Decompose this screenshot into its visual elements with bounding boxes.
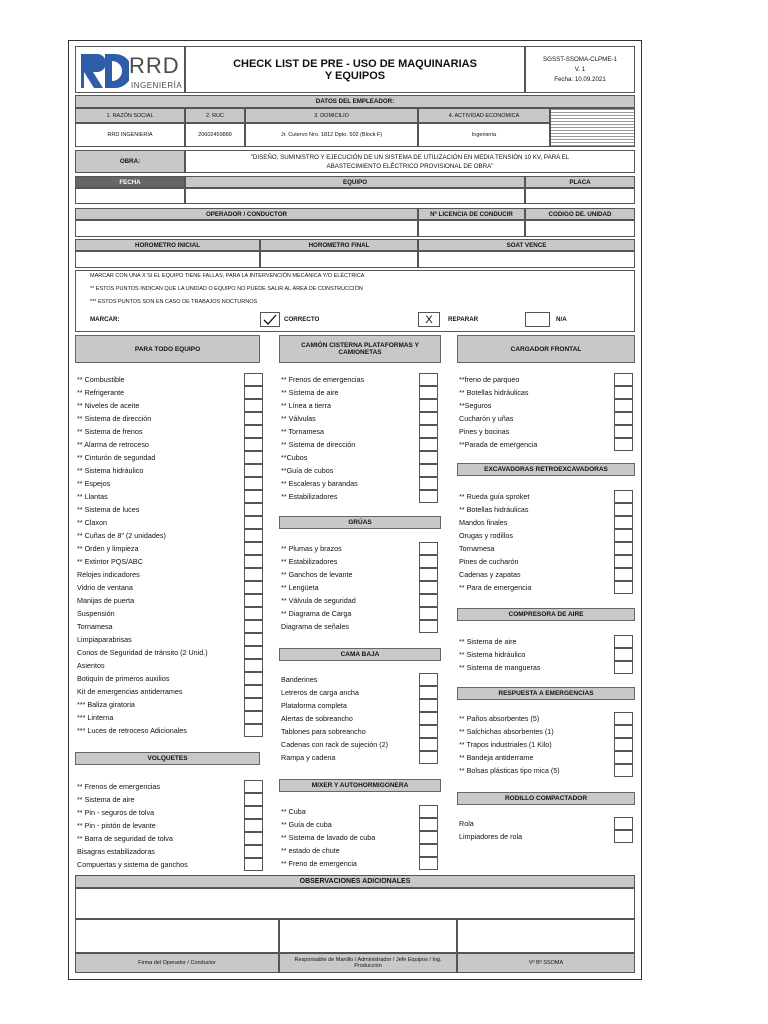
checklist-checkbox[interactable] bbox=[244, 819, 263, 832]
checklist-item-label: ** Para de emergencia bbox=[459, 583, 532, 592]
checklist-checkbox[interactable] bbox=[614, 568, 633, 581]
legend-reparar-box: X bbox=[418, 312, 440, 327]
checklist-item-label: ** Línea a tierra bbox=[281, 401, 331, 410]
employer-col-domicilio: 3. DOMICILIO bbox=[245, 108, 418, 123]
checklist-item-label: ** Alarma de retroceso bbox=[77, 440, 149, 449]
checklist-checkbox[interactable] bbox=[244, 806, 263, 819]
checklist-checkbox[interactable] bbox=[614, 529, 633, 542]
checklist-item-label: ** Frenos de emergencias bbox=[281, 375, 365, 384]
checklist-checkbox[interactable] bbox=[244, 425, 263, 438]
title-line-2: Y EQUIPOS bbox=[324, 69, 386, 82]
checklist-checkbox[interactable] bbox=[419, 805, 438, 818]
checklist-checkbox[interactable] bbox=[244, 373, 263, 386]
checklist-item-label: ** Cinturón de seguridad bbox=[77, 453, 156, 462]
checklist-item-label: ** Botellas hidráulicas bbox=[459, 505, 529, 514]
note-3: *** ESTOS PUNTOS SON EN CASO DE TRABAJOS NOCTURNOS bbox=[90, 299, 258, 305]
checklist-item-label: Compuertas y sistema de ganchos bbox=[77, 860, 188, 869]
note-1: MARCAR CON UNA X SI EL EQUIPO TIENE FALLAS, PARA LA INTERVENCIÓN MECÁNICA Y/O ELÉCTRICA bbox=[90, 273, 365, 279]
checklist-checkbox[interactable] bbox=[244, 594, 263, 607]
title-line-1: CHECK LIST DE PRE - USO DE MAQUINARIAS bbox=[233, 57, 477, 70]
codigo-unidad-label: CODIGO DE. UNIDAD bbox=[525, 208, 635, 220]
employer-col-ruc: 2. RUC bbox=[185, 108, 245, 123]
doc-code-box bbox=[525, 46, 635, 93]
checklist-checkbox[interactable] bbox=[244, 698, 263, 711]
checklist-checkbox[interactable] bbox=[244, 464, 263, 477]
checklist-checkbox[interactable] bbox=[244, 529, 263, 542]
checklist-item-label: ** Sistema de frenos bbox=[77, 427, 143, 436]
firma-operador-label: Firma del Operador / Conductor bbox=[75, 953, 279, 973]
checklist-item-label: Limpiadores de rola bbox=[459, 832, 523, 841]
checklist-checkbox[interactable] bbox=[244, 633, 263, 646]
checklist-item-label: ** Rueda guía sproket bbox=[459, 492, 530, 501]
checklist-checkbox[interactable] bbox=[244, 386, 263, 399]
checklist-item-label: Suspensión bbox=[77, 609, 115, 618]
employer-col-razon: 1. RAZÓN SOCIAL bbox=[75, 108, 185, 123]
checklist-checkbox[interactable] bbox=[419, 425, 438, 438]
obra-label: OBRA: bbox=[75, 150, 185, 173]
checklist-item-label: Banderines bbox=[281, 675, 318, 684]
checklist-item-label: **Cubos bbox=[281, 453, 308, 462]
checklist-item-label: Orugas y rodillos bbox=[459, 531, 513, 540]
checklist-item-label: Rampa y cadena bbox=[281, 753, 336, 762]
checklist-checkbox[interactable] bbox=[244, 646, 263, 659]
note-2: ** ESTOS PUNTOS INDICAN QUE LA UNIDAD O EQUIPO NO PUEDE SALIR AL ÁREA DE CONSTRUCCIÓN bbox=[90, 286, 363, 292]
employer-hatched-cell bbox=[550, 108, 635, 147]
checklist-checkbox[interactable] bbox=[614, 399, 633, 412]
checklist-checkbox[interactable] bbox=[244, 607, 263, 620]
checklist-item-label: ** Cuñas de 8" (2 unidades) bbox=[77, 531, 166, 540]
section-title-gruas: GRÚAS bbox=[279, 516, 441, 529]
checklist-item-label: Mandos finales bbox=[459, 518, 508, 527]
checklist-checkbox[interactable] bbox=[419, 594, 438, 607]
checklist-checkbox[interactable] bbox=[419, 568, 438, 581]
checklist-checkbox[interactable] bbox=[244, 516, 263, 529]
checklist-item-label: ** Llantas bbox=[77, 492, 108, 501]
checklist-item-label: ** Pin - pistón de levante bbox=[77, 821, 156, 830]
checklist-item-label: Plataforma completa bbox=[281, 701, 347, 710]
checklist-checkbox[interactable] bbox=[419, 399, 438, 412]
checklist-item-label: *** Linterna bbox=[77, 713, 114, 722]
checklist-checkbox[interactable] bbox=[419, 673, 438, 686]
checklist-item-label: ** Salchichas absorbentes (1) bbox=[459, 727, 554, 736]
fecha-input[interactable] bbox=[75, 188, 185, 204]
checklist-item-label: Conos de Seguridad de tránsito (2 Unid.) bbox=[77, 648, 208, 657]
checklist-checkbox[interactable] bbox=[419, 699, 438, 712]
checklist-checkbox[interactable] bbox=[614, 425, 633, 438]
checklist-checkbox[interactable] bbox=[614, 830, 633, 843]
checklist-checkbox[interactable] bbox=[614, 503, 633, 516]
obra-line-2: ABASTECIMIENTO ELÉCTRICO PROVISIONAL DE OBRA" bbox=[326, 162, 494, 170]
checklist-checkbox[interactable] bbox=[244, 832, 263, 845]
section-title-volquetes: VOLQUETES bbox=[75, 752, 260, 765]
checklist-checkbox[interactable] bbox=[419, 438, 438, 451]
placa-label: PLACA bbox=[525, 176, 635, 188]
checklist-checkbox[interactable] bbox=[419, 542, 438, 555]
checklist-checkbox[interactable] bbox=[244, 477, 263, 490]
checklist-item-label: ** Paños absorbentes (5) bbox=[459, 714, 540, 723]
employer-val-actividad: Ingeniería bbox=[418, 123, 550, 147]
checklist-checkbox[interactable] bbox=[419, 386, 438, 399]
checklist-checkbox[interactable] bbox=[419, 581, 438, 594]
horometro-inicial-input[interactable] bbox=[75, 251, 260, 268]
legend-na-label: N/A bbox=[556, 316, 567, 323]
checklist-item-label: **freno de parqueo bbox=[459, 375, 520, 384]
employer-col-actividad: 4. ACTIVIDAD ECONOMICA bbox=[418, 108, 550, 123]
checklist-item-label: Tornamesa bbox=[77, 622, 113, 631]
checklist-item-label: ** estado de chute bbox=[281, 846, 340, 855]
checklist-item-label: ** Claxon bbox=[77, 518, 107, 527]
checklist-item-label: ** Frenos de emergencias bbox=[77, 782, 161, 791]
checklist-checkbox[interactable] bbox=[419, 464, 438, 477]
checklist-checkbox[interactable] bbox=[419, 725, 438, 738]
checklist-checkbox[interactable] bbox=[244, 490, 263, 503]
checklist-item-label: Manijas de puerta bbox=[77, 596, 135, 605]
legend-na-box bbox=[525, 312, 550, 327]
codigo-unidad-input[interactable] bbox=[525, 220, 635, 237]
checklist-checkbox[interactable] bbox=[614, 725, 633, 738]
checklist-checkbox[interactable] bbox=[614, 738, 633, 751]
checklist-checkbox[interactable] bbox=[244, 711, 263, 724]
checklist-checkbox[interactable] bbox=[244, 780, 263, 793]
checklist-checkbox[interactable] bbox=[419, 751, 438, 764]
doc-code: SGSST-SSOMA-CLPME-1 bbox=[543, 56, 617, 63]
fecha-label: FECHA bbox=[75, 176, 185, 188]
checklist-item-label: Cadenas y zapatas bbox=[459, 570, 521, 579]
checklist-item-label: ** Sistema hidráulico bbox=[459, 650, 526, 659]
checklist-checkbox[interactable] bbox=[244, 542, 263, 555]
checklist-item-label: Cucharón y uñas bbox=[459, 414, 514, 423]
horometro-inicial-label: HOROMETRO INICIAL bbox=[75, 239, 260, 251]
checklist-item-label: ** Sistema de mangueras bbox=[459, 663, 541, 672]
checklist-item-label: ** Sistema de luces bbox=[77, 505, 140, 514]
operador-input[interactable] bbox=[75, 220, 418, 237]
equipo-label: EQUIPO bbox=[185, 176, 525, 188]
checklist-checkbox[interactable] bbox=[614, 648, 633, 661]
checklist-checkbox[interactable] bbox=[419, 607, 438, 620]
checklist-item-label: ** Ganchos de levante bbox=[281, 570, 353, 579]
checkmark-icon bbox=[262, 314, 278, 326]
licencia-label: Nº LICENCIA DE CONDUCIR bbox=[418, 208, 525, 220]
checklist-checkbox[interactable] bbox=[614, 412, 633, 425]
checklist-item-label: ** Tornamesa bbox=[281, 427, 325, 436]
horometro-final-label: HOROMETRO FINAL bbox=[260, 239, 418, 251]
checklist-item-label: ** Guía de cuba bbox=[281, 820, 332, 829]
checklist-checkbox[interactable] bbox=[614, 516, 633, 529]
checklist-item-label: Limpiaparabrisas bbox=[77, 635, 132, 644]
checklist-item-label: **Parada de emergencia bbox=[459, 440, 538, 449]
doc-version: V. 1 bbox=[574, 66, 586, 73]
checklist-checkbox[interactable] bbox=[614, 373, 633, 386]
checklist-checkbox[interactable] bbox=[419, 844, 438, 857]
checklist-checkbox[interactable] bbox=[614, 542, 633, 555]
checklist-checkbox[interactable] bbox=[419, 857, 438, 870]
checklist-checkbox[interactable] bbox=[614, 764, 633, 777]
firma-operador-space[interactable] bbox=[75, 919, 279, 953]
checklist-item-label: ** Orden y limpieza bbox=[77, 544, 139, 553]
checklist-checkbox[interactable] bbox=[244, 620, 263, 633]
checklist-checkbox[interactable] bbox=[244, 412, 263, 425]
observaciones-title: OBSERVACIONES ADICIONALES bbox=[75, 875, 635, 888]
checklist-checkbox[interactable] bbox=[419, 477, 438, 490]
section-title-para-todo-equipo: PARA TODO EQUIPO bbox=[75, 335, 260, 363]
checklist-item-label: Kit de emergencias antiderrames bbox=[77, 687, 183, 696]
checklist-checkbox[interactable] bbox=[244, 503, 263, 516]
checklist-checkbox[interactable] bbox=[244, 555, 263, 568]
checklist-checkbox[interactable] bbox=[614, 751, 633, 764]
checklist-item-label: Cadenas con rack de sujeción (2) bbox=[281, 740, 389, 749]
checklist-item-label: ** Barra de seguridad de tolva bbox=[77, 834, 173, 843]
checklist-item-label: ** Refrigerante bbox=[77, 388, 125, 397]
checklist-checkbox[interactable] bbox=[419, 712, 438, 725]
checklist-checkbox[interactable] bbox=[419, 831, 438, 844]
checklist-item-label: Bisagras estabilizadoras bbox=[77, 847, 155, 856]
section-title-excavadoras: EXCAVADORAS RETROEXCAVADORAS bbox=[457, 463, 635, 476]
checklist-checkbox[interactable] bbox=[419, 620, 438, 633]
checklist-item-label: ** Sistema hidráulico bbox=[77, 466, 144, 475]
checklist-item-label: ** Sistema de dirección bbox=[77, 414, 152, 423]
checklist-item-label: ** Válvula de seguridad bbox=[281, 596, 356, 605]
legend-correcto-box bbox=[260, 312, 280, 327]
checklist-checkbox[interactable] bbox=[419, 490, 438, 503]
soat-label: SOAT VENCE bbox=[418, 239, 635, 251]
horometro-final-input[interactable] bbox=[260, 251, 418, 268]
licencia-input[interactable] bbox=[418, 220, 525, 237]
checklist-checkbox[interactable] bbox=[419, 818, 438, 831]
checklist-checkbox[interactable] bbox=[244, 568, 263, 581]
checklist-item-label: ** Sistema de aire bbox=[459, 637, 517, 646]
placa-input[interactable] bbox=[525, 188, 635, 204]
checklist-item-label: ** Niveles de aceite bbox=[77, 401, 140, 410]
checklist-checkbox[interactable] bbox=[244, 451, 263, 464]
checklist-item-label: ** Botellas hidráulicas bbox=[459, 388, 529, 397]
checklist-item-label: **Seguros bbox=[459, 401, 492, 410]
section-title-cama-baja: CAMA BAJA bbox=[279, 648, 441, 661]
obra-line-1: "DISEÑO, SUMINISTRO Y EJECUCIÓN DE UN SISTEMA DE UTILIZACIÓN EN MEDIA TENSIÓN 10 KV, PARA EL bbox=[250, 153, 570, 161]
checklist-checkbox[interactable] bbox=[614, 490, 633, 503]
checklist-item-label: ** Espejos bbox=[77, 479, 111, 488]
checklist-item-label: Relojes indicadores bbox=[77, 570, 140, 579]
employer-title: DATOS DEL EMPLEADOR: bbox=[75, 95, 635, 108]
checklist-checkbox[interactable] bbox=[614, 386, 633, 399]
checklist-item-label: ** Sistema de dirección bbox=[281, 440, 356, 449]
checklist-item-label: ** Estabilizadores bbox=[281, 557, 338, 566]
checklist-checkbox[interactable] bbox=[244, 659, 263, 672]
checklist-item-label: ** Lengüeta bbox=[281, 583, 319, 592]
marcar-label: MARCAR: bbox=[90, 316, 120, 323]
logo-box bbox=[75, 46, 185, 93]
checklist-checkbox[interactable] bbox=[614, 712, 633, 725]
checklist-item-label: ** Combustible bbox=[77, 375, 125, 384]
checklist-checkbox[interactable] bbox=[244, 845, 263, 858]
logo-text: RRD bbox=[129, 53, 180, 78]
checklist-checkbox[interactable] bbox=[419, 373, 438, 386]
checklist-item-label: Pines y bocinas bbox=[459, 427, 510, 436]
checklist-checkbox[interactable] bbox=[614, 581, 633, 594]
operador-label: OPERADOR / CONDUCTOR bbox=[75, 208, 418, 220]
section-title-rodillo-compactador: RODILLO COMPACTADOR bbox=[457, 792, 635, 805]
checklist-checkbox[interactable] bbox=[419, 555, 438, 568]
checklist-checkbox[interactable] bbox=[419, 451, 438, 464]
checklist-item-label: ** Pin - seguros de tolva bbox=[77, 808, 155, 817]
checklist-item-label: ** Freno de emergencia bbox=[281, 859, 357, 868]
checklist-checkbox[interactable] bbox=[419, 412, 438, 425]
checklist-item-label: Tornamesa bbox=[459, 544, 495, 553]
checklist-item-label: ** Sistema de aire bbox=[77, 795, 135, 804]
checklist-checkbox[interactable] bbox=[614, 635, 633, 648]
checklist-item-label: Letreros de carga ancha bbox=[281, 688, 359, 697]
checklist-item-label: ** Bolsas plásticas tipo mica (5) bbox=[459, 766, 560, 775]
checklist-item-label: ** Estabilizadores bbox=[281, 492, 338, 501]
doc-date: Fecha: 10.09.2021 bbox=[554, 76, 606, 83]
checklist-item-label: ** Válvulas bbox=[281, 414, 316, 423]
checklist-checkbox[interactable] bbox=[614, 661, 633, 674]
obra-value bbox=[185, 150, 635, 173]
legend-reparar-label: REPARAR bbox=[448, 316, 479, 323]
title-box bbox=[185, 46, 525, 93]
checklist-item-label: ** Extintor PQS/ABC bbox=[77, 557, 143, 566]
checklist-item-label: ** Sistema de aire bbox=[281, 388, 339, 397]
section-title-cargador-frontal: CARGADOR FRONTAL bbox=[457, 335, 635, 363]
checklist-item-label: ** Cuba bbox=[281, 807, 306, 816]
checklist-checkbox[interactable] bbox=[244, 793, 263, 806]
checklist-item-label: *** Luces de retroceso Adicionales bbox=[77, 726, 187, 735]
checklist-item-label: Diagrama de señales bbox=[281, 622, 349, 631]
logo-subtext: INGENIERÍA bbox=[131, 81, 183, 90]
checklist-item-label: Vidrio de ventana bbox=[77, 583, 133, 592]
observaciones-input[interactable] bbox=[75, 888, 635, 919]
checklist-checkbox[interactable] bbox=[614, 438, 633, 451]
section-title-camion-cisterna: CAMIÓN CISTERNA PLATAFORMAS Y CAMIONETAS bbox=[279, 335, 441, 363]
checklist-item-label: Rola bbox=[459, 819, 474, 828]
section-title-mixer: MIXER Y AUTOHORMIGONERA bbox=[279, 779, 441, 792]
checklist-item-label: ** Sistema de lavado de cuba bbox=[281, 833, 376, 842]
checklist-item-label: Alertas de sobreancho bbox=[281, 714, 353, 723]
checklist-checkbox[interactable] bbox=[419, 686, 438, 699]
checklist-item-label: ** Bandeja antiderrame bbox=[459, 753, 534, 762]
checklist-checkbox[interactable] bbox=[244, 685, 263, 698]
checklist-item-label: ** Diagrama de Carga bbox=[281, 609, 352, 618]
firma-ssoma-space[interactable] bbox=[457, 919, 635, 953]
firma-responsable-label: Responsable de Manillo / Administrador / Jefe Equipos / Ing. Producción bbox=[279, 953, 457, 973]
rrd-logo-icon bbox=[79, 50, 129, 92]
checklist-checkbox[interactable] bbox=[244, 858, 263, 871]
checklist-checkbox[interactable] bbox=[244, 724, 263, 737]
checklist-item-label: Botiquín de primeros auxilios bbox=[77, 674, 170, 683]
checklist-checkbox[interactable] bbox=[244, 438, 263, 451]
checklist-checkbox[interactable] bbox=[614, 817, 633, 830]
checklist-item-label: Asientos bbox=[77, 661, 105, 670]
checklist-item-label: **Guía de cubos bbox=[281, 466, 334, 475]
employer-val-razon: RRD INGENIERÍA bbox=[75, 123, 185, 147]
checklist-item-label: ** Plumas y brazos bbox=[281, 544, 342, 553]
employer-val-domicilio: Jr. Cutervo Nro. 1812 Dpto. 502 (Block F) bbox=[245, 123, 418, 147]
checklist-checkbox[interactable] bbox=[244, 581, 263, 594]
section-title-respuesta-emergencias: RESPUESTA A EMERGENCIAS bbox=[457, 687, 635, 700]
checklist-item-label: *** Baliza giratoria bbox=[77, 700, 135, 709]
checklist-checkbox[interactable] bbox=[244, 672, 263, 685]
section-title-compresora: COMPRESORA DE AIRE bbox=[457, 608, 635, 621]
checklist-item-label: ** Escaleras y barandas bbox=[281, 479, 358, 488]
checklist-checkbox[interactable] bbox=[419, 738, 438, 751]
legend-correcto-label: CORRECTO bbox=[284, 316, 320, 323]
checklist-item-label: ** Trapos industriales (1 Kilo) bbox=[459, 740, 552, 749]
firma-responsable-space[interactable] bbox=[279, 919, 457, 953]
equipo-input[interactable] bbox=[185, 188, 525, 204]
checklist-checkbox[interactable] bbox=[244, 399, 263, 412]
checklist-item-label: Pines de cucharón bbox=[459, 557, 519, 566]
firma-ssoma-label: Vº Bº SSOMA bbox=[457, 953, 635, 973]
checklist-checkbox[interactable] bbox=[614, 555, 633, 568]
checklist-item-label: Tablones para sobreancho bbox=[281, 727, 366, 736]
employer-val-ruc: 20602459889 bbox=[185, 123, 245, 147]
soat-input[interactable] bbox=[418, 251, 635, 268]
